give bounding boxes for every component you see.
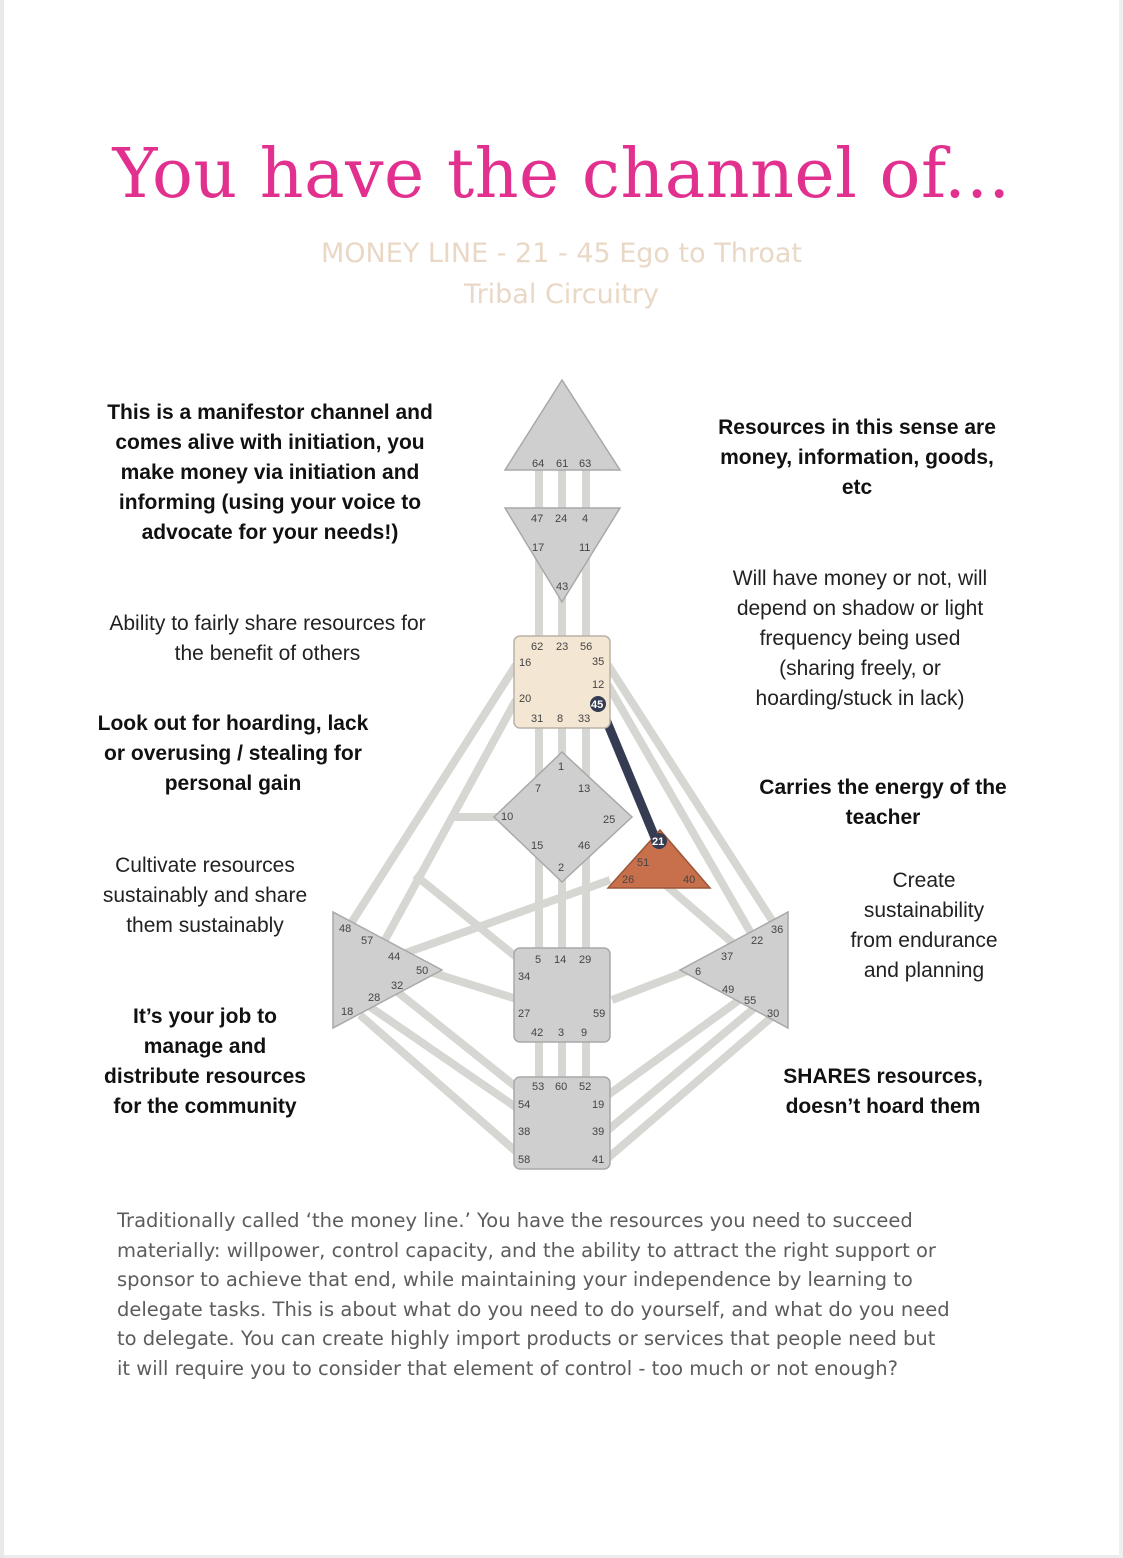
gate-label: 8 bbox=[557, 713, 564, 725]
head-center bbox=[505, 380, 620, 470]
note-line: (sharing freely, or bbox=[779, 657, 941, 680]
gate-label: 13 bbox=[578, 783, 591, 795]
note-line: informing (using your voice to bbox=[118, 491, 422, 514]
note-line: Resources in this sense are bbox=[718, 416, 996, 439]
note-line: from endurance bbox=[850, 929, 998, 952]
channel-59-6 bbox=[612, 970, 690, 1000]
gate-label: 5 bbox=[535, 954, 542, 966]
note-line: SHARES resources, bbox=[783, 1065, 983, 1088]
note-line: sustainability bbox=[863, 899, 985, 922]
note-line: etc bbox=[841, 476, 873, 499]
paragraph-line: to delegate. You can create highly import products or services that people need but bbox=[117, 1327, 936, 1350]
paragraph-line: sponsor to achieve that end, while maintaining your independence by learning to bbox=[117, 1268, 913, 1291]
channel-55-39 bbox=[608, 995, 770, 1130]
gate-label: 39 bbox=[592, 1126, 605, 1138]
gate-label: 20 bbox=[519, 693, 532, 705]
note-line: the benefit of others bbox=[174, 642, 361, 665]
gate-label: 6 bbox=[695, 966, 702, 978]
note-line: and planning bbox=[863, 959, 985, 982]
gate-label: 21 bbox=[652, 836, 665, 848]
note-line: comes alive with initiation, you bbox=[115, 431, 425, 454]
note-line: Create bbox=[892, 869, 956, 892]
gate-label: 51 bbox=[637, 857, 650, 869]
note-line: depend on shadow or light bbox=[736, 597, 984, 620]
gate-label: 9 bbox=[581, 1027, 588, 1039]
gate-label: 16 bbox=[519, 657, 532, 669]
gate-label: 56 bbox=[580, 641, 593, 653]
gate-label: 30 bbox=[767, 1008, 780, 1020]
gate-label: 61 bbox=[556, 458, 569, 470]
channel-50-27 bbox=[430, 972, 520, 1000]
gate-label: 53 bbox=[532, 1081, 545, 1093]
gate-label: 35 bbox=[592, 656, 605, 668]
gate-label: 41 bbox=[592, 1154, 605, 1166]
note-line: Will have money or not, will bbox=[732, 567, 988, 590]
gate-label: 37 bbox=[721, 951, 734, 963]
gate-label: 55 bbox=[744, 995, 757, 1007]
gate-label: 15 bbox=[531, 840, 544, 852]
note-line: hoarding/stuck in lack) bbox=[755, 687, 965, 710]
gate-label: 57 bbox=[361, 935, 374, 947]
note-line: Cultivate resources bbox=[115, 854, 295, 877]
note-line: Look out for hoarding, lack bbox=[97, 712, 369, 735]
gate-label: 12 bbox=[592, 679, 605, 691]
gate-label: 29 bbox=[579, 954, 592, 966]
gate-label: 25 bbox=[603, 814, 616, 826]
gate-label: 18 bbox=[341, 1006, 354, 1018]
note-line: This is a manifestor channel and bbox=[107, 401, 433, 424]
note-line: for the community bbox=[113, 1095, 297, 1118]
gate-label: 43 bbox=[556, 581, 569, 593]
note-line: them sustainably bbox=[126, 914, 284, 937]
gate-label: 64 bbox=[532, 458, 545, 470]
note-line: or overusing / stealing for bbox=[104, 742, 362, 765]
circuitry-name: Tribal Circuitry bbox=[464, 279, 659, 310]
gate-label: 27 bbox=[518, 1008, 531, 1020]
gate-label: 4 bbox=[582, 513, 589, 525]
page-title: You have the channel of... bbox=[112, 135, 1011, 214]
gate-label: 50 bbox=[416, 965, 429, 977]
gate-label: 34 bbox=[518, 971, 531, 983]
gate-label: 46 bbox=[578, 840, 591, 852]
paragraph-line: materially: willpower, control capacity, and the ability to attract the right support or bbox=[117, 1238, 936, 1262]
gate-label: 11 bbox=[579, 542, 591, 554]
channel-18-58 bbox=[360, 1015, 520, 1155]
note-line: manage and bbox=[143, 1035, 267, 1058]
paragraph-line: it will require you to consider that element of control - too much or not enough? bbox=[117, 1356, 898, 1380]
note-line: Carries the energy of the bbox=[759, 776, 1007, 799]
paragraph-line: Traditionally called ‘the money line.’ You have the resources you need to succeed bbox=[117, 1209, 913, 1232]
note-line: teacher bbox=[845, 806, 921, 829]
gate-label: 22 bbox=[751, 935, 764, 947]
gate-label: 54 bbox=[518, 1099, 531, 1111]
gate-label: 31 bbox=[531, 713, 544, 725]
gate-label: 44 bbox=[388, 951, 401, 963]
gate-label: 52 bbox=[579, 1081, 592, 1093]
gate-label: 59 bbox=[593, 1008, 606, 1020]
gate-label: 1 bbox=[558, 761, 565, 773]
gate-label: 33 bbox=[578, 713, 591, 725]
gate-label: 26 bbox=[622, 874, 635, 886]
gate-label: 40 bbox=[683, 874, 696, 886]
gate-label: 60 bbox=[555, 1081, 568, 1093]
gate-label: 47 bbox=[531, 513, 544, 525]
note-line: doesn’t hoard them bbox=[785, 1095, 981, 1118]
note-line: distribute resources bbox=[104, 1065, 306, 1088]
gate-label: 36 bbox=[771, 924, 784, 936]
gate-label: 32 bbox=[391, 980, 404, 992]
gate-label: 3 bbox=[558, 1027, 565, 1039]
gate-label: 62 bbox=[531, 641, 544, 653]
note-line: make money via initiation and bbox=[120, 461, 420, 484]
gate-label: 49 bbox=[722, 984, 735, 996]
note-line: sustainably and share bbox=[102, 884, 308, 907]
gate-label: 24 bbox=[555, 513, 568, 525]
note-line: personal gain bbox=[164, 772, 302, 795]
gate-label: 28 bbox=[368, 992, 381, 1004]
note-line: It’s your job to bbox=[133, 1005, 277, 1028]
gate-label: 2 bbox=[558, 862, 565, 874]
gate-label: 17 bbox=[532, 542, 545, 554]
gate-label: 7 bbox=[535, 783, 542, 795]
note-line: frequency being used bbox=[759, 627, 961, 650]
gate-label: 38 bbox=[518, 1126, 531, 1138]
gate-label: 23 bbox=[556, 641, 569, 653]
description-paragraph bbox=[117, 1206, 1017, 1383]
note-line: advocate for your needs!) bbox=[141, 521, 399, 544]
gate-label: 10 bbox=[501, 811, 514, 823]
gate-label: 63 bbox=[579, 458, 592, 470]
gate-label: 14 bbox=[554, 954, 567, 966]
gate-label: 45 bbox=[591, 699, 604, 711]
gate-label: 42 bbox=[531, 1027, 544, 1039]
gate-label: 19 bbox=[592, 1099, 605, 1111]
note-line: money, information, goods, bbox=[720, 446, 994, 469]
gate-label: 48 bbox=[339, 923, 352, 935]
channel-name: MONEY LINE - 21 - 45 Ego to Throat bbox=[320, 238, 802, 269]
note-line: Ability to fairly share resources for bbox=[109, 612, 426, 635]
channel-28-38 bbox=[360, 1000, 520, 1110]
gate-label: 58 bbox=[518, 1154, 531, 1166]
paragraph-line: delegate tasks. This is about what do you need to do yourself, and what do you need bbox=[117, 1297, 950, 1321]
